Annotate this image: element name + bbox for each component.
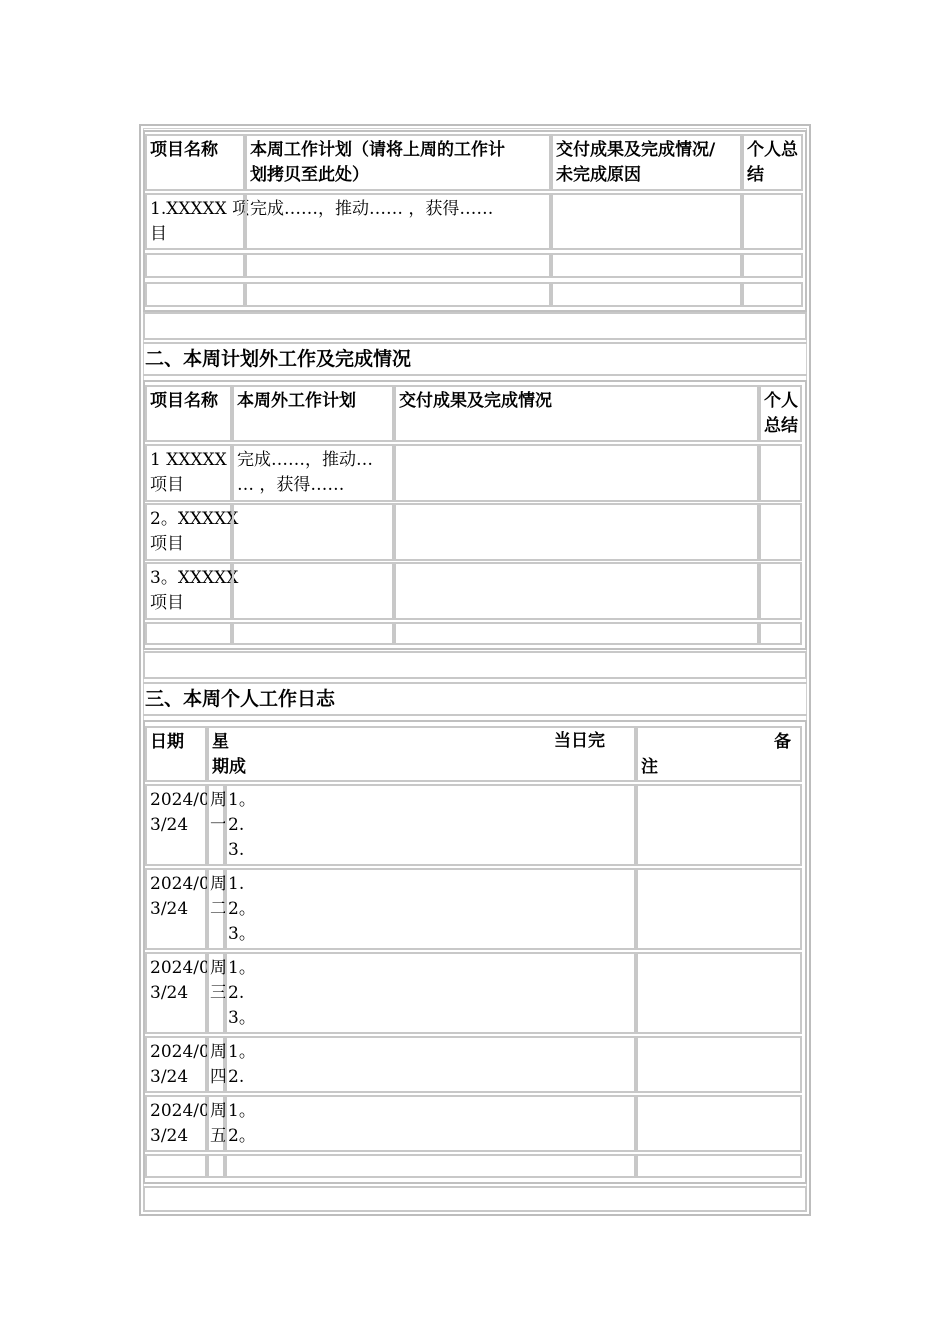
t1-row1-project: 1.XXXXX 项 目 [145, 193, 245, 250]
t3-row-remark [636, 784, 802, 866]
t3-row-done: 1。 2. [225, 1036, 636, 1093]
t3-row-done: 1。 2。 [225, 1095, 636, 1152]
t1-header-deliverables: 交付成果及完成情况/ 未完成原因 [551, 134, 742, 191]
t3-row-done: 1。 2. 3. [225, 784, 636, 866]
t1-empty-cell [551, 282, 742, 307]
t1-empty-cell [742, 253, 803, 278]
t2-row2-project: 2。XXXXX 项目 [145, 503, 232, 561]
t1-empty-cell [551, 253, 742, 278]
t3-row-remark [636, 1095, 802, 1152]
t3-row-weekday: 周 三 [207, 952, 225, 1034]
t2-empty-cell [145, 622, 232, 645]
t1-header-personal-summary: 个人总 结 [742, 134, 803, 191]
t3-row-done: 1. 2。 3。 [225, 868, 636, 950]
t2-header-unplanned-work: 本周外工作计划 [232, 385, 394, 442]
t1-empty-cell [742, 282, 803, 307]
t2-row1-project: 1 XXXXX 项目 [145, 444, 232, 502]
t3-row-date: 2024/0 3/24 [145, 868, 207, 950]
t2-row1-plan: 完成……，推动… … ，获得…… [232, 444, 394, 502]
t1-empty-cell [245, 253, 551, 278]
t3-header-weekday: 星 期成 [207, 726, 636, 782]
t2-header-project-name: 项目名称 [145, 385, 232, 442]
t2-row1-summary [759, 444, 802, 502]
t1-empty-cell [245, 282, 551, 307]
t2-row2-plan [232, 503, 394, 561]
t3-row-weekday: 周 一 [207, 784, 225, 866]
t3-row-weekday: 周 四 [207, 1036, 225, 1093]
t3-header-remark: 备 注 [636, 726, 802, 782]
t3-row-remark [636, 952, 802, 1034]
t1-row1-deliverables [551, 193, 742, 250]
section-3-title: 三、本周个人工作日志 [143, 682, 807, 716]
spacer-row [143, 651, 807, 679]
t2-empty-cell [232, 622, 394, 645]
t1-row1-summary [742, 193, 803, 250]
t1-header-weekly-plan: 本周工作计划（请将上周的工作计 划拷贝至此处） [245, 134, 551, 191]
t3-row-date: 2024/0 3/24 [145, 1036, 207, 1093]
t2-row3-project: 3。XXXXX 项目 [145, 562, 232, 620]
t3-row-remark [636, 1036, 802, 1093]
t2-empty-cell [394, 622, 759, 645]
t3-empty-cell [225, 1154, 636, 1178]
t2-row1-deliverables [394, 444, 759, 502]
t2-row3-deliverables [394, 562, 759, 620]
section-2-title: 二、本周计划外工作及完成情况 [143, 342, 807, 376]
t2-row3-plan [232, 562, 394, 620]
t3-empty-cell [145, 1154, 207, 1178]
t3-row-weekday: 周 五 [207, 1095, 225, 1152]
t3-row-remark [636, 868, 802, 950]
t1-row1-plan: 完成……，推动…… ，获得…… [245, 193, 551, 250]
t1-empty-cell [145, 282, 245, 307]
t2-row3-summary [759, 562, 802, 620]
t3-header-date: 日期 [145, 726, 207, 782]
t2-row2-summary [759, 503, 802, 561]
t3-row-date: 2024/0 3/24 [145, 1095, 207, 1152]
spacer-row [143, 1186, 807, 1212]
t2-row2-deliverables [394, 503, 759, 561]
t1-header-project-name: 项目名称 [145, 134, 245, 191]
t1-empty-cell [145, 253, 245, 278]
t3-empty-cell [636, 1154, 802, 1178]
t3-row-weekday: 周 二 [207, 868, 225, 950]
t3-header-done: 当日完 [554, 731, 605, 751]
t2-header-personal-summary: 个人 总结 [759, 385, 802, 442]
spacer-row [143, 312, 807, 340]
t3-row-date: 2024/0 3/24 [145, 952, 207, 1034]
t2-header-deliverables: 交付成果及完成情况 [394, 385, 759, 442]
t3-row-date: 2024/0 3/24 [145, 784, 207, 866]
t2-empty-cell [759, 622, 802, 645]
t3-row-done: 1。 2. 3。 [225, 952, 636, 1034]
t3-empty-cell [207, 1154, 225, 1178]
